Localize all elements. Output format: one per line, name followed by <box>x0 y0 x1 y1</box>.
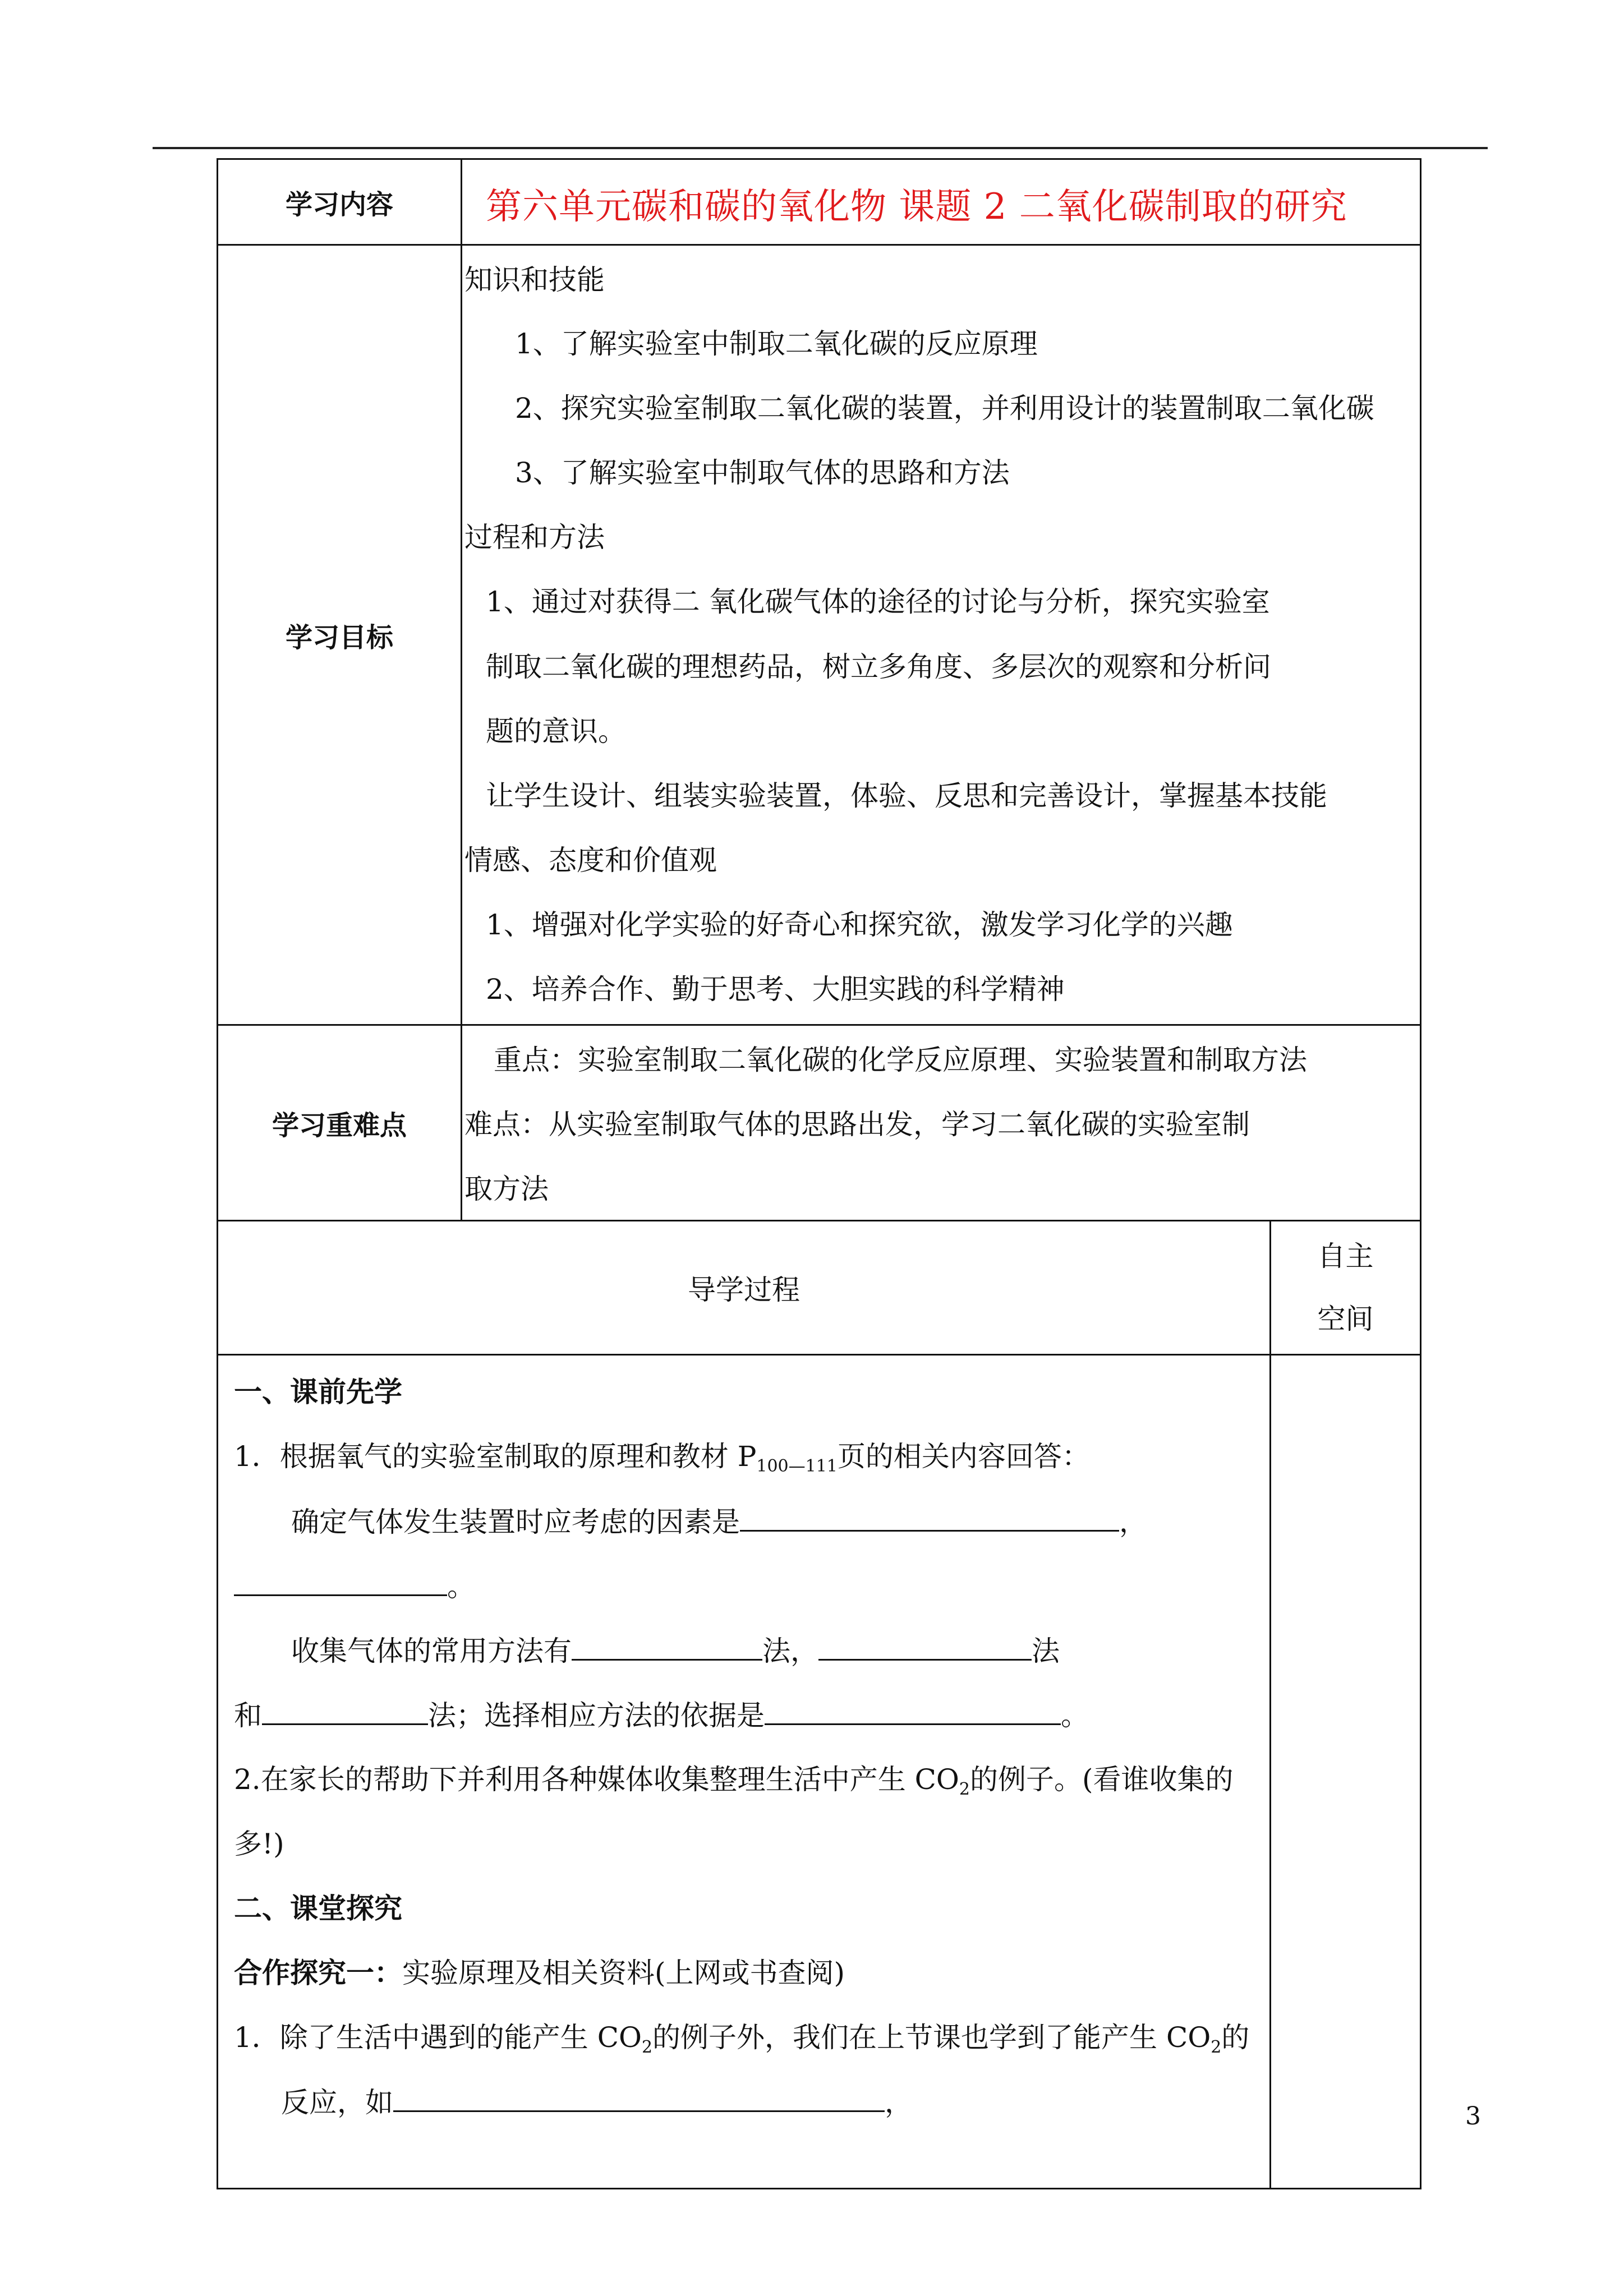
goal-line: 1、增强对化学实验的好奇心和探究欲，激发学习化学的兴趣 <box>486 909 1233 941</box>
coop-inquiry-1: 合作探究一：实验原理及相关资料(上网或书查阅) <box>234 1956 845 1989</box>
question-1a: 确定气体发生装置时应考虑的因素是 ， <box>291 1506 1147 1538</box>
question-1: 1．根据氧气的实验室制取的原理和教材 $P_{100—111}$页的相关内容回答： <box>234 1440 1090 1476</box>
answer-blank[interactable] <box>740 1507 1119 1532</box>
goal-line: 2、培养合作、勤于思考、大胆实践的科学精神 <box>486 973 1065 1006</box>
row-learning-goals <box>217 244 1421 1026</box>
answer-blank[interactable] <box>572 1636 762 1661</box>
question-2-cont: 多!) <box>234 1828 284 1860</box>
difficult-point-line: 难点：从实验室制取气体的思路出发，学习二氧化碳的实验室制 <box>464 1108 1250 1141</box>
question-3: 1．除了生活中遇到的能产生 $CO_2$的例子外，我们在上节课也学到了能产生 $CO_2$的 <box>234 2021 1250 2057</box>
guide-process-title: 导学过程 <box>688 1274 800 1306</box>
self-space-label-1: 自主 <box>1317 1240 1374 1273</box>
question-1c: 收集气体的常用方法有 法， 法 <box>291 1635 1060 1667</box>
goal-line: 2、探究实验室制取二氧化碳的装置，并利用设计的装置制取二氧化碳 <box>515 392 1374 425</box>
lesson-title: 第六单元碳和碳的氧化物 课题 2 二氧化碳制取的研究 <box>486 186 1347 228</box>
question-3-cont: 反应，如 ， <box>281 2086 913 2119</box>
question-1d: 和 法；选择相应方法的依据是 。 <box>234 1699 1089 1732</box>
label-learning-goals: 学习目标 <box>218 246 462 1024</box>
row-guide-header <box>217 1220 1421 1356</box>
goal-line: 3、了解实验室中制取气体的思路和方法 <box>515 457 1010 489</box>
goal-line: 知识和技能 <box>464 264 605 296</box>
cell-goals <box>462 246 1420 1024</box>
cell-title <box>462 160 1420 244</box>
label-key-difficult: 学习重难点 <box>218 1026 462 1220</box>
goal-line: 过程和方法 <box>464 521 605 554</box>
self-space-header <box>1269 1221 1420 1354</box>
difficult-point-line: 取方法 <box>464 1173 549 1205</box>
cell-key-difficult <box>462 1026 1420 1220</box>
answer-blank[interactable] <box>765 1701 1061 1725</box>
goal-line: 情感、态度和价值观 <box>464 844 717 877</box>
row-guide-content <box>217 1354 1421 2189</box>
goal-line: 1、了解实验室中制取二氧化碳的反应原理 <box>515 328 1038 360</box>
lesson-table <box>217 158 1421 2189</box>
goal-line: 制取二氧化碳的理想药品，树立多角度、多层次的观察和分析问 <box>486 651 1271 683</box>
row-learning-content <box>217 158 1421 246</box>
answer-blank[interactable] <box>234 1572 447 1596</box>
answer-blank[interactable] <box>262 1701 428 1725</box>
section-heading-class-inquiry: 二、课堂探究 <box>234 1892 402 1925</box>
goal-line: 题的意识。 <box>486 715 626 748</box>
goal-line: 让学生设计、组装实验装置，体验、反思和完善设计，掌握基本技能 <box>486 780 1327 812</box>
page-number: 3 <box>1465 2102 1481 2131</box>
answer-blank[interactable] <box>393 2088 885 2112</box>
label-learning-content: 学习内容 <box>218 160 462 244</box>
question-1b: 。 <box>234 1572 475 1601</box>
key-point-line: 重点：实验室制取二氧化碳的化学反应原理、实验装置和制取方法 <box>494 1044 1307 1076</box>
question-2: 2.在家长的帮助下并利用各种媒体收集整理生活中产生 $CO_2$的例子。(看谁收集的 <box>234 1763 1234 1799</box>
self-space-column <box>1269 1356 1420 2188</box>
answer-blank[interactable] <box>818 1636 1032 1661</box>
goal-line: 1、通过对获得二 氧化碳气体的途径的讨论与分析，探究实验室 <box>486 585 1270 618</box>
row-key-difficult <box>217 1024 1421 1221</box>
header-rule <box>153 147 1488 149</box>
section-heading-pre-study: 一、课前先学 <box>234 1375 402 1408</box>
self-space-label-2: 空间 <box>1317 1303 1374 1335</box>
